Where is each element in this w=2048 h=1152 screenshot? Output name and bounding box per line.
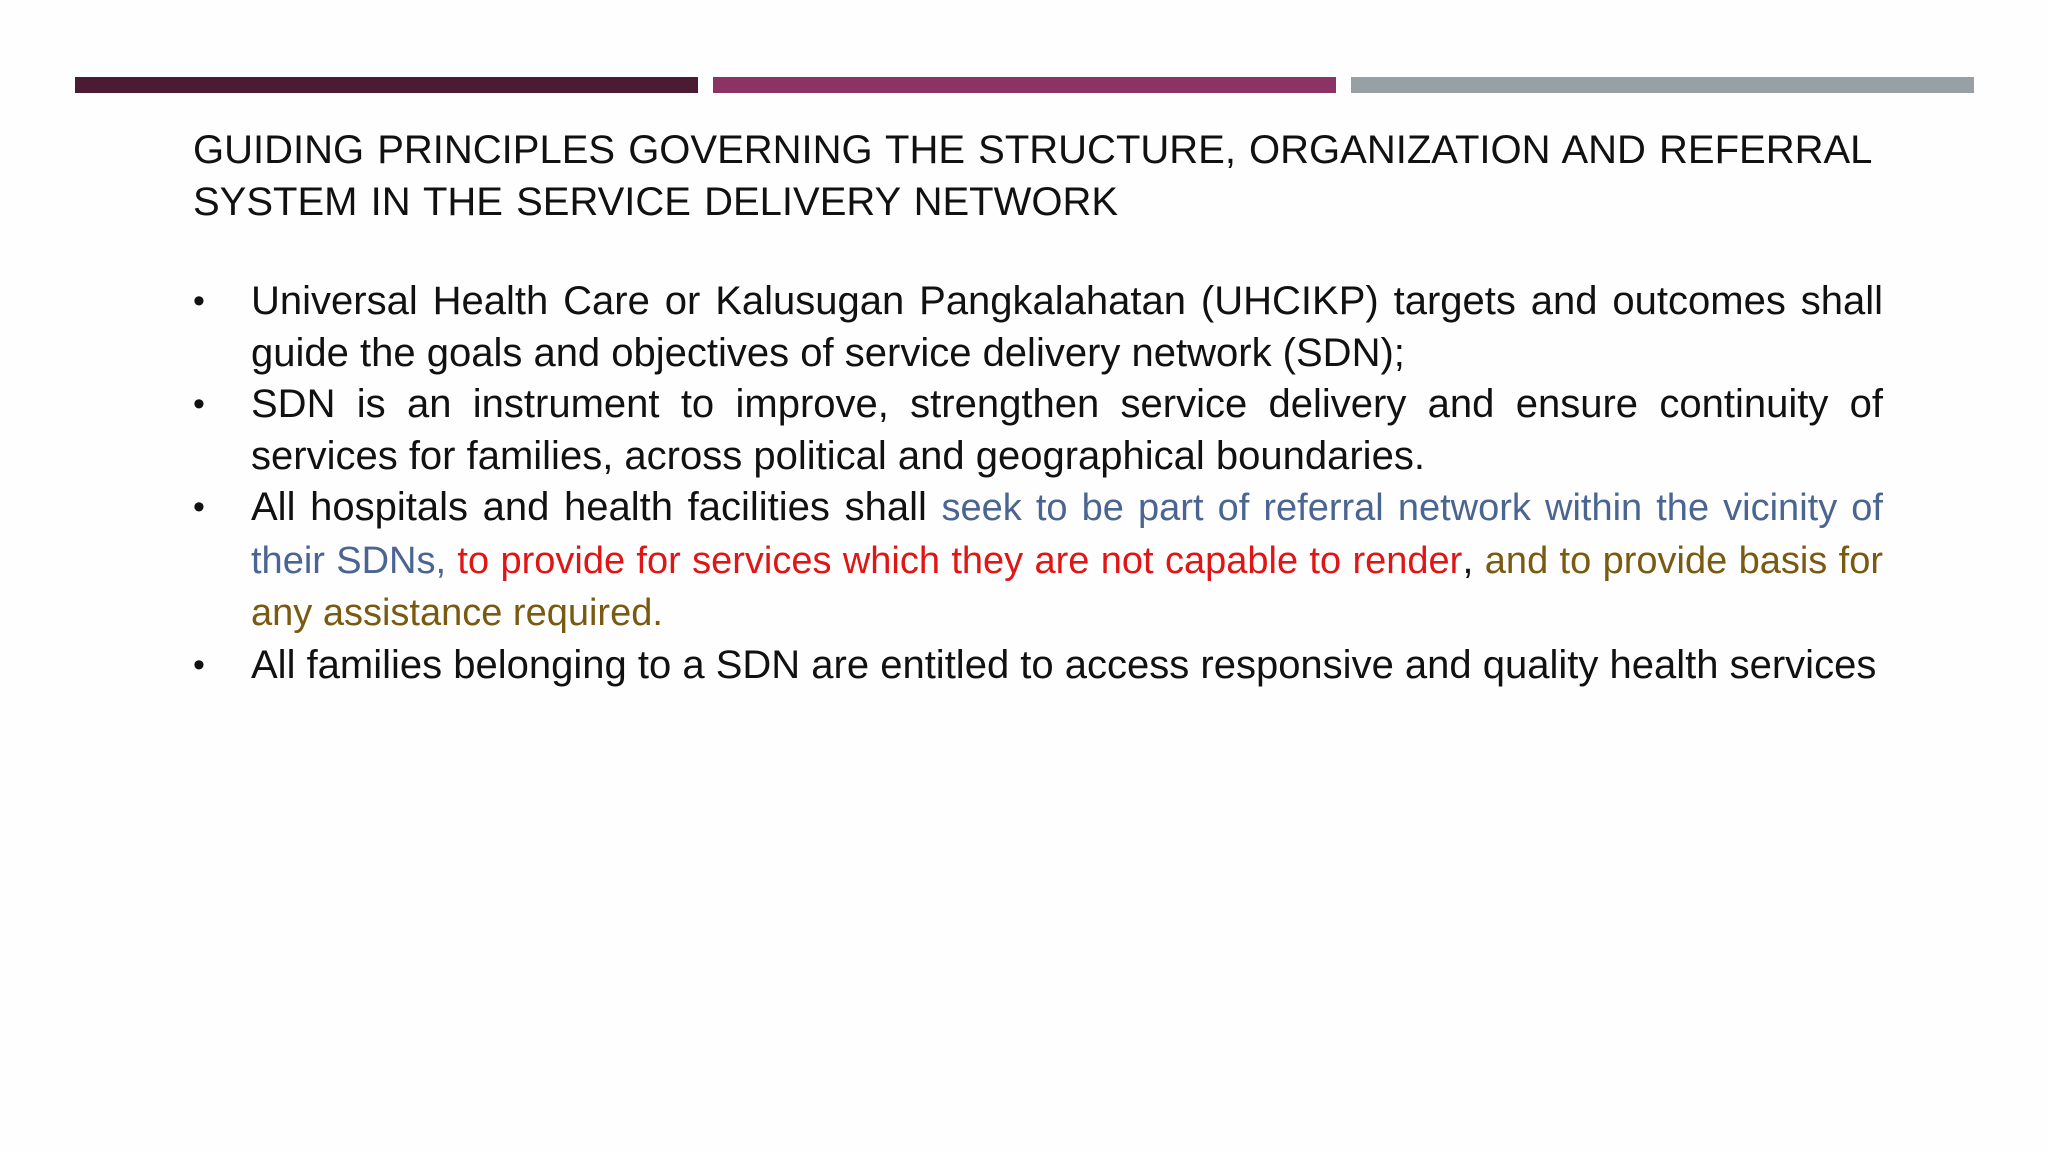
bullet-dot-icon: • (193, 282, 205, 320)
bullet-text-comma: , (1462, 537, 1474, 582)
bullet-text: Universal Health Care or Kalusugan Pangkalahatan (UHCIKP) targets and outcomes shall guide the goals and objectives of service delivery network (SDN); (251, 279, 1883, 375)
accent-bar-right (1351, 77, 1974, 93)
bullet-item (193, 482, 1883, 640)
slide-title: GUIDING PRINCIPLES GOVERNING THE STRUCTURE, ORGANIZATION AND REFERRAL SYSTEM IN THE SERVICE DELIVERY NETWORK (193, 128, 1871, 224)
accent-bar-left (75, 77, 698, 93)
accent-bar-middle (713, 77, 1336, 93)
bullet-item (193, 276, 1883, 379)
bullet-text: All families belonging to a SDN are entitled to access responsive and quality health services (251, 642, 1877, 687)
bullet-dot-icon: • (193, 645, 205, 684)
bullet-text: SDN is an instrument to improve, strengthen service delivery and ensure continuity of services for families, across political and geographical boundaries. (251, 382, 1883, 478)
bullet-text-lead: All hospitals and health facilities shall (251, 485, 942, 529)
bullet-dot-icon: • (193, 385, 205, 423)
bullet-dot-icon: • (193, 488, 205, 526)
bullet-item (193, 640, 1883, 692)
bullet-list (193, 276, 1883, 691)
bullet-item (193, 379, 1883, 482)
bullet-text-highlight-olive: and to provide basis for any assistance required. (251, 539, 1883, 634)
bullet-text-highlight-red: to provide for services which they are not capable to render (446, 539, 1463, 582)
bullet-text-highlight-blue: seek to be part of referral network within the vicinity of their SDNs, (251, 487, 1883, 582)
